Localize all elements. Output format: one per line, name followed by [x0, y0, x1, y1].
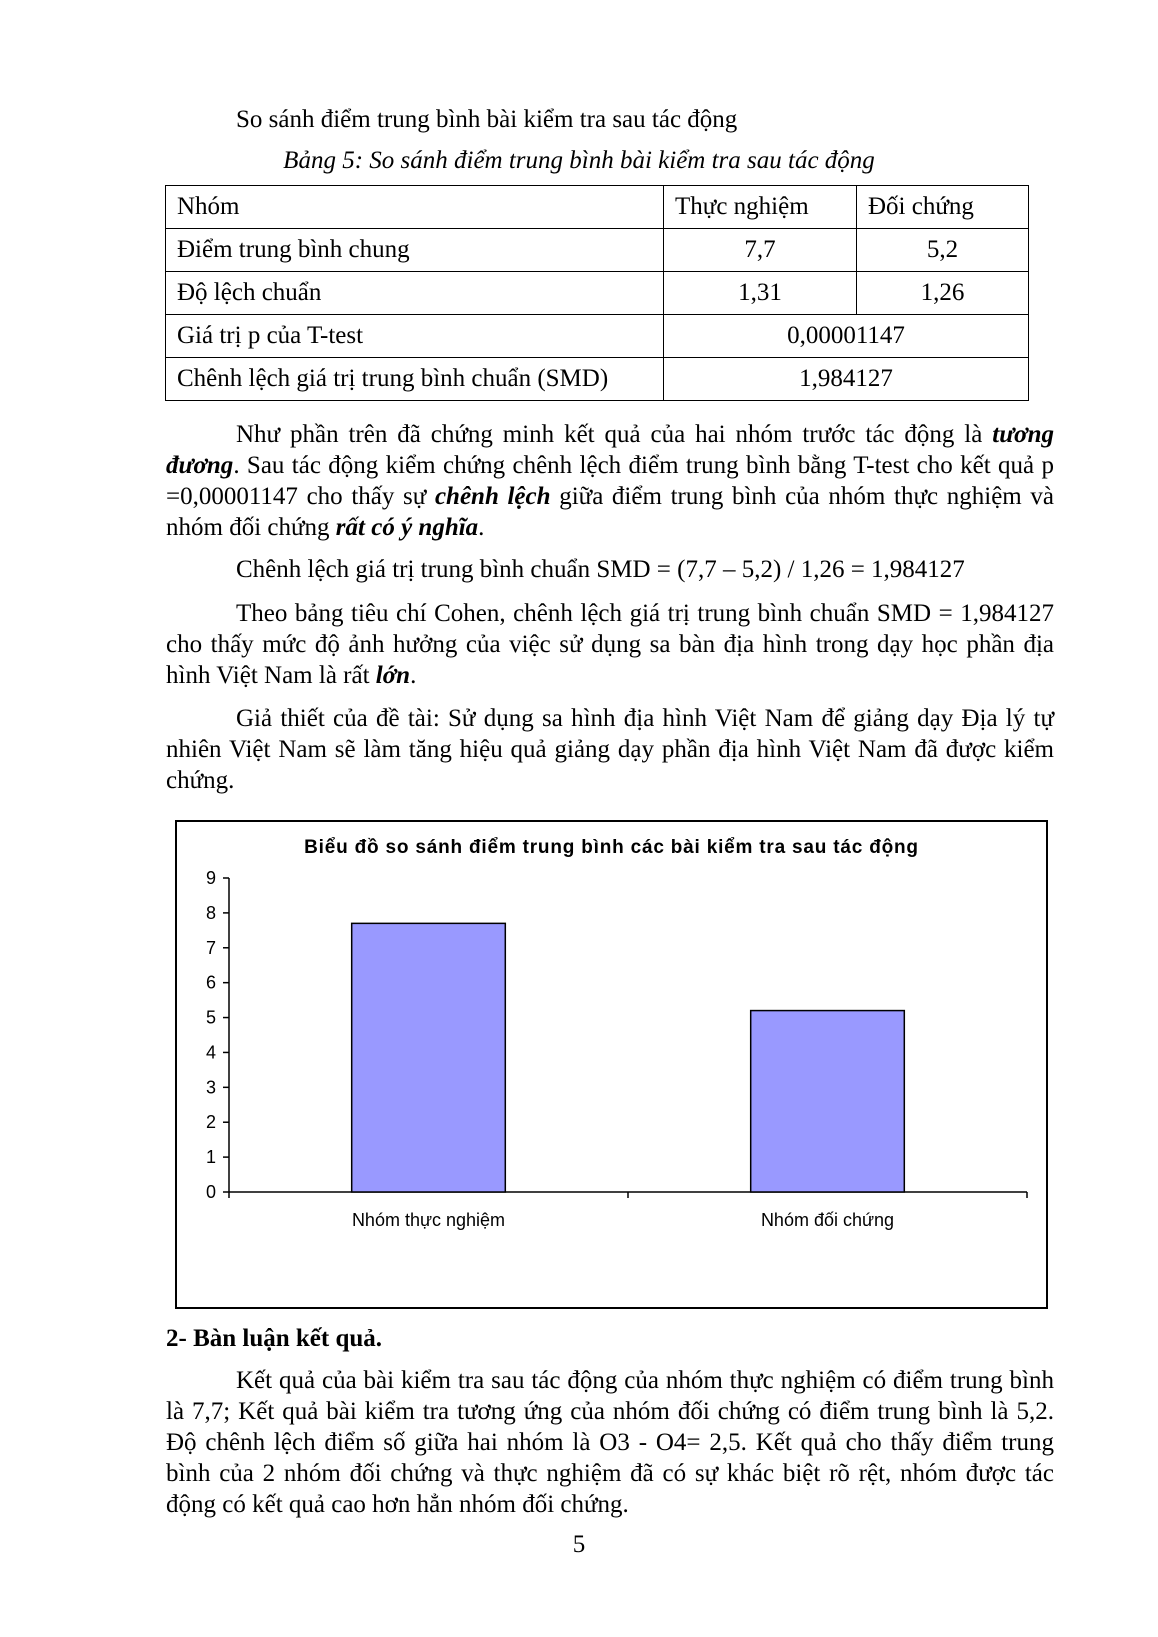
paragraph-ttest: Như phần trên đã chứng minh kết quả của hai nhóm trước tác động là tương đương. Sau tác động kiểm chứng chênh lệch điểm trung bình bằng T-test cho kết quả p =0,00001147 cho thấy sự chênh lệch giữa điểm trung bình của nhóm thực nghiệm và nhóm đối chứng rất có ý nghĩa. — [166, 421, 1054, 541]
intro-line: So sánh điểm trung bình bài kiểm tra sau tác động — [236, 106, 738, 133]
y-tick-label: 6 — [205, 972, 216, 993]
chart-title: Biểu đồ so sánh điểm trung bình các bài kiểm tra sau tác động — [304, 837, 919, 858]
table-row — [166, 229, 1029, 272]
paragraph-hypothesis: Giả thiết của đề tài: Sử dụng sa hình địa hình Việt Nam để giảng dạy Địa lý tự nhiên Việt Nam sẽ làm tăng hiệu quả giảng dạy phần địa hình Việt Nam đã được kiểm chứng. — [166, 705, 1054, 794]
y-tick-label: 9 — [205, 868, 216, 888]
paragraph-smd-formula: Chênh lệch giá trị trung bình chuẩn SMD = (7,7 – 5,2) / 1,26 = 1,984127 — [236, 556, 965, 583]
table-cell: 1,984127 — [664, 358, 1029, 401]
bar-chart — [175, 820, 1048, 1309]
bar-2 — [751, 1011, 905, 1192]
table-cell: Giá trị p của T-test — [166, 315, 664, 358]
emphasis-significant: rất có ý nghĩa — [335, 514, 479, 541]
table-header-cell: Thực nghiệm — [664, 186, 857, 229]
emphasis-difference: chênh lệch — [434, 483, 551, 510]
y-tick-label: 0 — [205, 1182, 216, 1202]
comparison-table — [165, 185, 1029, 401]
table-header-cell: Đối chứng — [857, 186, 1029, 229]
table-cell: Độ lệch chuẩn — [166, 272, 664, 315]
y-tick-label: 2 — [205, 1112, 216, 1133]
y-tick-label: 4 — [205, 1042, 216, 1063]
y-tick-label: 3 — [205, 1077, 216, 1098]
table-cell: 1,26 — [857, 272, 1029, 315]
paragraph-discussion: Kết quả của bài kiểm tra sau tác động của nhóm thực nghiệm có điểm trung bình là 7,7; Kết quả bài kiểm tra tương ứng của nhóm đối chứng có điểm trung bình là 5,2. Độ chênh lệch điểm số giữa hai nhóm là O3 - O4= 2,5. Kết quả cho thấy điểm trung bình của 2 nhóm đối chứng và thực nghiệm đã có sự khác biệt rõ rệt, nhóm được tác động có kết quả cao hơn hẳn nhóm đối chứng. — [166, 1367, 1054, 1518]
table-row — [166, 315, 1029, 358]
table-cell: 0,00001147 — [664, 315, 1029, 358]
chart-plot-area — [177, 822, 1046, 1307]
table-cell: 1,31 — [664, 272, 857, 315]
table-cell: 7,7 — [664, 229, 857, 272]
paragraph-cohen: Theo bảng tiêu chí Cohen, chênh lệch giá trị trung bình chuẩn SMD = 1,984127 cho thấy mức độ ảnh hưởng của việc sử dụng sa bàn địa hình trong dạy học phần địa hình Việt Nam là rất lớn. — [166, 600, 1054, 689]
table-cell: Điểm trung bình chung — [166, 229, 664, 272]
emphasis-large: lớn — [375, 662, 411, 689]
emphasis-equivalent: tương đương — [166, 421, 1054, 479]
table-row — [166, 272, 1029, 315]
table-caption: Bảng 5: So sánh điểm trung bình bài kiểm tra sau tác động — [283, 147, 875, 174]
y-tick-label: 8 — [205, 902, 216, 923]
table-cell: Chênh lệch giá trị trung bình chuẩn (SMD) — [166, 358, 664, 401]
y-tick-label: 1 — [205, 1147, 216, 1168]
y-tick-label: 5 — [205, 1007, 216, 1028]
section-heading: 2- Bàn luận kết quả. — [166, 1325, 383, 1352]
table-header-cell: Nhóm — [166, 186, 664, 229]
table-header-row — [166, 186, 1029, 229]
page-number: 5 — [572, 1531, 586, 1558]
x-category-label: Nhóm đối chứng — [760, 1210, 895, 1230]
bar-1 — [352, 923, 506, 1192]
x-category-label: Nhóm thực nghiệm — [351, 1210, 506, 1230]
table-cell: 5,2 — [857, 229, 1029, 272]
y-tick-label: 7 — [205, 937, 216, 958]
table-row — [166, 358, 1029, 401]
